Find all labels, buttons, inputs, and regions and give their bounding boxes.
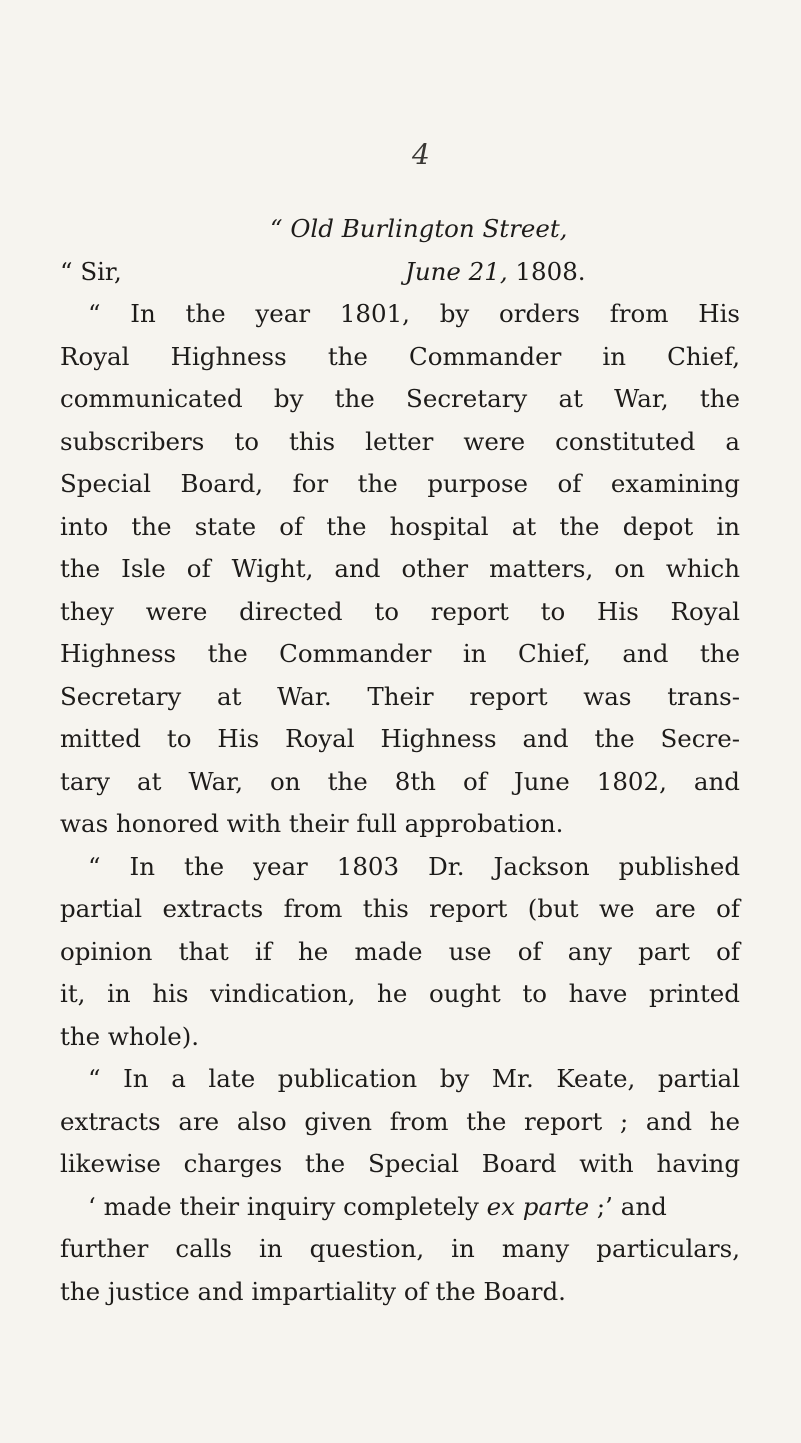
- text-line: [60, 1186, 740, 1229]
- text-line: they were directed to report to His Royal: [60, 596, 740, 626]
- text-line: further calls in question, in many particulars,: [60, 1234, 740, 1263]
- text-line: it, in his vindication, he ought to have printed: [60, 979, 740, 1008]
- text-line: likewise charges the Special Board with having: [60, 1149, 740, 1178]
- text-line: partial extracts from this report (but we are of: [60, 894, 740, 923]
- text-line: opinion that if he made use of any part of: [60, 936, 740, 966]
- salutation: “ Sir,: [60, 256, 122, 286]
- italic-ex-parte: ex parte: [486, 1191, 590, 1221]
- text-line: the whole).: [60, 1021, 200, 1051]
- line-22-before: ‘ made their inquiry completely: [88, 1191, 487, 1221]
- text-line: the Isle of Wight, and other matters, on which: [60, 554, 740, 583]
- text-line: into the state of the hospital at the depot in: [60, 511, 740, 541]
- letter-address: “ Old Burlington Street,: [270, 214, 568, 243]
- date-year: 1808.: [507, 256, 586, 286]
- letter-body: [60, 208, 740, 1313]
- text-line: mitted to His Royal Highness and the Secre-: [60, 724, 740, 753]
- text-line: “ In the year 1801, by orders from His: [88, 299, 740, 328]
- text-line: Highness the Commander in Chief, and the: [60, 639, 740, 668]
- text-line: “ In the year 1803 Dr. Jackson published: [88, 851, 740, 881]
- text-line: extracts are also given from the report ; and he: [60, 1106, 740, 1136]
- text-line: “ In a late publication by Mr. Keate, partial: [88, 1064, 740, 1093]
- date-month-day: June 21,: [405, 256, 508, 286]
- line-22-after: ;’ and: [589, 1191, 667, 1221]
- text-line: tary at War, on the 8th of June 1802, and: [60, 766, 740, 796]
- text-line: communicated by the Secretary at War, the: [60, 384, 740, 413]
- text-line: was honored with their full approbation.: [60, 809, 564, 838]
- letter-date: [405, 251, 586, 294]
- text-line: Special Board, for the purpose of examining: [60, 469, 740, 498]
- text-line: Secretary at War. Their report was trans-: [60, 681, 740, 711]
- text-line: the justice and impartiality of the Board.: [60, 1276, 566, 1306]
- text-line: Royal Highness the Commander in Chief,: [60, 341, 740, 371]
- salutation-date-line: [60, 251, 740, 294]
- page-number: 4: [412, 138, 430, 171]
- text-line: subscribers to this letter were constituted a: [60, 426, 740, 456]
